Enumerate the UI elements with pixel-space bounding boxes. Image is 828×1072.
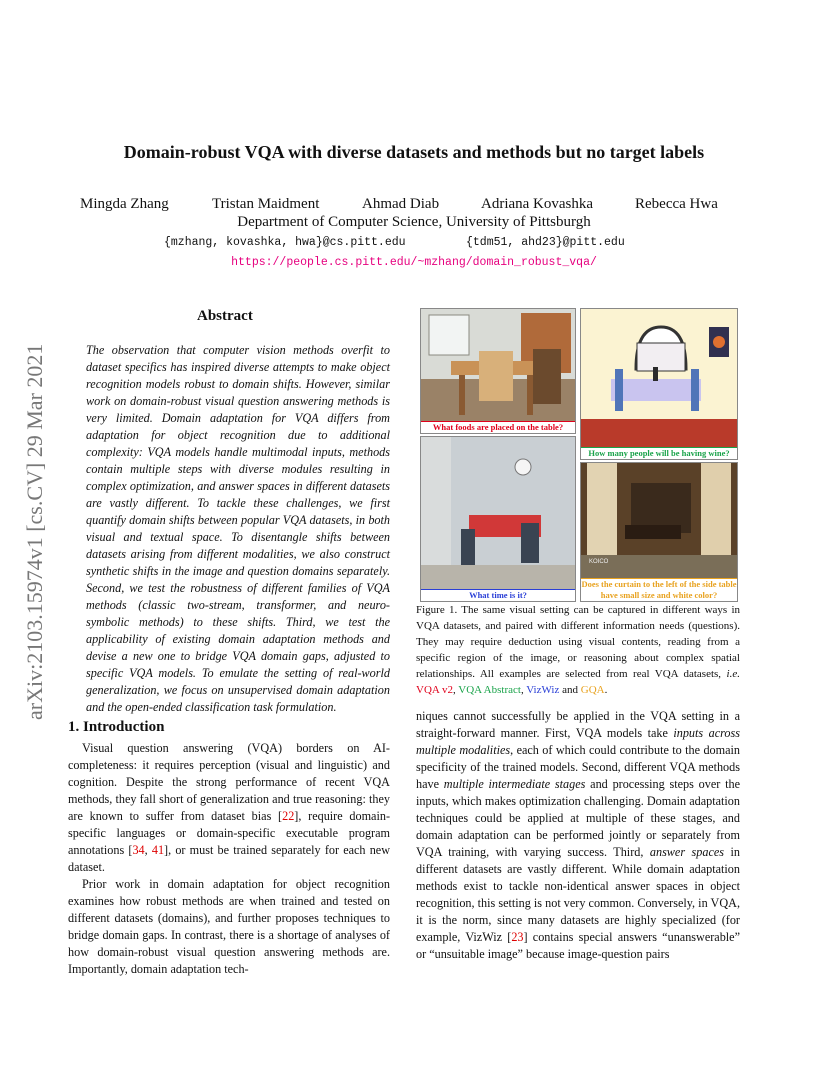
caption-vqa-v2: What foods are placed on the table? — [421, 421, 575, 433]
right-emphasis-2: multiple intermediate stages — [443, 777, 586, 791]
email-group-1: {mzhang, kovashka, hwa}@cs.pitt.edu — [164, 236, 406, 249]
affiliation: Department of Computer Science, University of Pittsburgh — [237, 214, 591, 230]
intro-right-column — [416, 708, 740, 963]
paper-title: Domain-robust VQA with diverse datasets and methods but no target labels — [123, 142, 705, 162]
arxiv-stamp-text: arXiv:2103.15974v1 [cs.CV] 29 Mar 2021 — [22, 343, 47, 720]
watermark-text: KOICO — [589, 559, 609, 565]
figure-panel-vizwiz — [420, 436, 576, 602]
right-text-b: , each of which could contribute to the domain specificity of the trained models. Second, different VQA methods have — [416, 743, 740, 791]
caption-and: and — [559, 684, 581, 696]
caption-gqa: Does the curtain to the left of the side table have small size and white color? — [581, 579, 737, 600]
author-3: Ahmad Diab — [362, 196, 440, 212]
caption-vqa-abstract: How many people will be having wine? — [581, 447, 737, 459]
intro-paragraph-1 — [68, 740, 390, 876]
right-emphasis-3: answer spaces — [649, 845, 725, 859]
citation-link[interactable]: 41 — [151, 843, 165, 857]
right-text-d: in different datasets are vastly different. While domain adaptation methods exist to tackle non-identical answer spaces in object recognition, this setting is not very common. Conversely, in VQA, it is the norm, since many datasets are highly specialized (for example, VizWiz [ — [416, 845, 740, 944]
caption-vizwiz: What time is it? — [421, 589, 575, 601]
figure-panel-vqa-v2 — [420, 308, 576, 434]
citation-separator: , — [144, 843, 152, 857]
email-group-2: {tdm51, ahd23}@pitt.edu — [466, 236, 625, 249]
caption-comma: , — [452, 684, 459, 696]
citation-link[interactable]: 22 — [282, 809, 295, 823]
figure-1 — [416, 308, 738, 600]
caption-comma: , — [520, 684, 527, 696]
figure-caption-text: Figure 1. The same visual setting can be captured in different ways in VQA datasets, and paired with different information needs (questions). They may require deduction using visual contents, reading from a specific region of the image, or reasoning about complex spatial relationships. All examples are selected from real VQA datasets, — [416, 604, 740, 680]
dataset-name-gqa: GQA — [580, 684, 605, 696]
figure-caption-ie: i.e. — [726, 668, 740, 680]
intro-paragraph-2: Prior work in domain adaptation for object recognition examines how robust methods are when trained and tested on different datasets (domains), and further proposes techniques to bridge domain gaps. In contrast, there is a shortage of analyses of how domain-robust visual question answering methods are. Importantly, domain adaptation tech- — [68, 877, 390, 976]
right-text-a: niques cannot successfully be applied in the VQA setting in a straight-forward manner. First, VQA models take — [416, 709, 740, 740]
author-4: Adriana Kovashka — [481, 196, 594, 212]
right-text-e: ] contains special answers “unanswerable” or “unsuitable image” because image-question pairs — [416, 930, 741, 961]
intro-heading: 1. Introduction — [68, 719, 165, 735]
author-1: Mingda Zhang — [80, 196, 169, 212]
abstract-scene — [581, 309, 737, 459]
intro-p1-text-c: ], or must be trained separately for each new dataset. — [68, 843, 391, 874]
caption-period: . — [604, 684, 608, 696]
abstract-text: The observation that computer vision methods overfit to dataset specifics has inspired diverse attempts to make object recognition models robust to domain shifts. However, similar work on domain-robust visual question answering methods is very limited. Domain adaptation for VQA differs from adaptation for object recognition due to additional complexity: VQA models handle multimodal inputs, methods contain multiple steps with diverse modules resulting in complex optimization, and answer spaces in different datasets are vastly different. To tackle these challenges, we first quantify domain shifts between popular VQA datasets, in both visual and textual space. To disentangle shifts between datasets arising from different modalities, we also construct synthetic shifts in the image and question domains separately. Second, we test the robustness of different families of VQA methods (classic two-stream, transformer, and neuro-symbolic methods) to these shifts. Third, we test the applicability of existing domain adaptation methods and devise a new one to bridge VQA domain gaps, adjusted to specific VQA models. To emulate the setting of real-world generalization, we focus on unsupervised domain adaptation and the open-ended classification task formulation. — [86, 343, 390, 714]
author-5: Rebecca Hwa — [635, 196, 718, 212]
intro-p1-text-a: Visual question answering (VQA) borders on AI-completeness: it requires perception (visual and linguistic) and cognition. Despite the strong performance of recent VQA methods, they fall short of generalization and true reasoning: they are known to suffer from dataset bias [ — [68, 741, 390, 823]
citation-link[interactable]: 23 — [511, 930, 524, 944]
figure-1-caption — [416, 602, 740, 698]
citation-link[interactable]: 34 — [132, 843, 145, 857]
figure-panel-gqa — [580, 462, 738, 602]
right-text-c: and processing steps over the inputs, which makes optimization challenging. Domain adaptation techniques could be applied at multiple of these stages, and domain adaptation can be performed jointly or separately from VQA training, with varying success. Third, — [416, 777, 740, 859]
figure-panel-vqa-abstract — [580, 308, 738, 460]
right-emphasis-1: inputs across multiple modalities — [416, 726, 740, 757]
dataset-name-vizwiz: VizWiz — [526, 684, 560, 696]
author-2: Tristan Maidment — [212, 196, 320, 212]
arxiv-stamp — [24, 300, 46, 720]
intro-p1-text-b: ], require domain-specific languages or domain-specific executable program annotations [ — [68, 809, 390, 857]
room-photo — [421, 437, 575, 601]
dataset-name-vqa-v2: VQA v2 — [416, 684, 453, 696]
abstract-heading: Abstract — [197, 308, 253, 324]
dataset-name-vqa-abstract: VQA Abstract — [458, 684, 521, 696]
kitchen-photo — [421, 309, 575, 433]
project-url-link[interactable]: https://people.cs.pitt.edu/~mzhang/domain_robust_vqa/ — [231, 256, 597, 269]
